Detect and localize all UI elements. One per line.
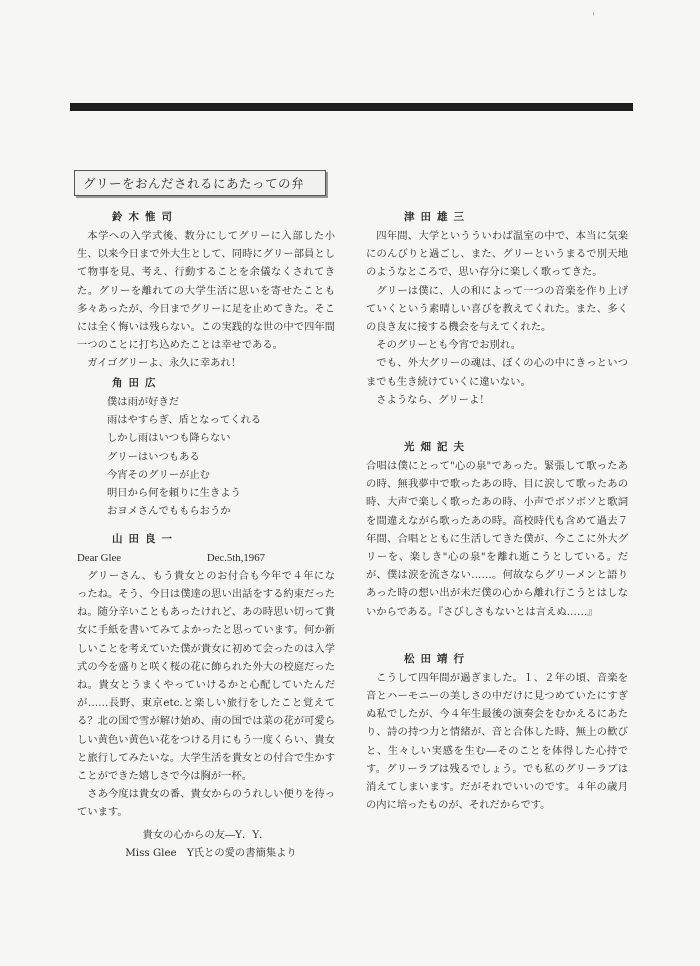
corner-mark: ' [592,12,595,23]
poem-line: 僕は雨が好きだ [107,395,180,408]
essay-paragraph: こうして四年間が過ぎました。１、２年の頃、音楽を音とハーモニーの美しさの中だけに見つめていたにすぎぬ私でしたが、今４年生最後の演奏会をむかえるにあたり、詩の持つ力と情緒が、音と合体した時、無上の歓びと、生々しい実感を生む―そのことを体得した心持です。グリーラブは残るでしょう。でも私のグリーラブは消えてしまいます。だがそれでいいのです。４年の歳月の内に培ったものが、それだからです。 [366,671,628,812]
poem [77,393,335,521]
poem-line: しかし雨はいつも降らない [107,432,231,445]
author-name: 津田雄三 [404,211,470,223]
poem-line: 明日から何を頼りに生きよう [107,487,241,500]
letter-close: さあ今度は貴女の番、貴女からのうれしい便りを待っています。 [77,788,335,819]
letter-salutation: Dear Glee [77,551,122,564]
poem-line: 雨はやすらぎ、盾となってくれる [107,413,262,426]
right-column [366,207,628,814]
top-rule [70,103,633,111]
letter-header [77,549,335,567]
essay-paragraph: ガイゴグリーよ、永久に幸あれ！ [87,357,242,370]
left-column [77,207,335,862]
letter-signature: 貴女の心からの友―Y．Y． [142,828,270,841]
author-name: 山田良一 [112,532,178,545]
letter-body: グリーさん、もう貴女とのお付合も今年で４年になったね。そう、今日は僕達の思い出話をする約束だったね。随分辛いこともあったけれど、あの時思い切って貴女に手紙を書いてみてよかったと思っています。何か新しいことを考えていた僕が貴女に初めて会ったのは入学式の今を盛りと咲く桜の花に飾られた外大の校庭だったね。貴女とうまくやっていけるかと心配していたんだが……長野、東京etc.と楽しい旅行をしたこと覚えてる？北の国で雪が解け始め、南の国では菜の花が可愛らしい黄色い黄色い花をつける月にもう一度くらい、貴女と旅行してみたいな。大学生活を貴女との付合で生かすことができた嬉しさで今は胸が一杯。 [77,569,335,782]
essay-paragraph: そのグリーとも今宵でお別れ。 [376,339,522,352]
page-title: グリーをおんだされるにあたっての弁 [74,170,326,196]
essay-paragraph: グリーは僕に、人の和によって一つの音楽を作り上げていくという素晴しい喜びを教えてくれた。また、多くの良き友に接する機会を与えてくれた。 [366,284,628,334]
letter-date: Dec.5th,1967 [206,551,265,564]
poem-line: 今宵そのグリーが止む [107,468,210,481]
author-name: 光畑記夫 [404,441,470,454]
poem-line: おヨメさんでももらおうか [107,505,231,518]
essay-paragraph: でも、外大グリーの魂は、ぼくの心の中にきっといつまでも生き続けていくに違いない。 [366,357,628,388]
essay-paragraph: 本学への入学式後、数分にしてグリーに入部した小生、以来今日まで外大生として、同時にグリー部員として物事を見、考え、行動することを余儀なくされてきた。グリーを離れての大学生活に思いを寄せたことも多々あったが、今日までグリーに足を止めてきた。そこには全く悔いは残らない。この実践的な世の中で四年間一つのことに打ち込めたことは幸せである。 [77,230,335,352]
poem-line: グリーはいつもある [107,450,200,463]
essay-paragraph: さようなら、グリーよ！ [376,393,490,406]
author-name: 鈴木惟司 [112,211,178,223]
author-name: 角田広 [112,376,162,389]
essay-paragraph: 四年間、大学というういわば温室の中で、本当に気楽にのんびりと過ごし、また、グリーというまるで別天地のようなところで、思い存分に楽しく歌ってきた。 [366,230,628,279]
author-name: 松田靖行 [404,652,470,665]
letter-source: Miss Glee Y氏との愛の書簡集より [125,846,297,859]
essay-paragraph: 合唱は僕にとって"心の泉"であった。緊張して歌ったあの時、無我夢中で歌ったあの時、目に涙して歌ったあの時、大声で楽しく歌ったあの時、小声でボソボソと歌詞を間違えながら歌ったあの時。高校時代も含めて過去７年間、合唱とともに生活してきた僕が、今ここに外大グリーを、楽しき"心の泉"を離れ逝こうとしている。だが、僕は涙を流さない……。何故ならグリーメンと語りあった時の想い出が未だ僕の心から離れ行こうとはしないからである。『さびしさもないとは言えぬ……』 [366,460,628,618]
